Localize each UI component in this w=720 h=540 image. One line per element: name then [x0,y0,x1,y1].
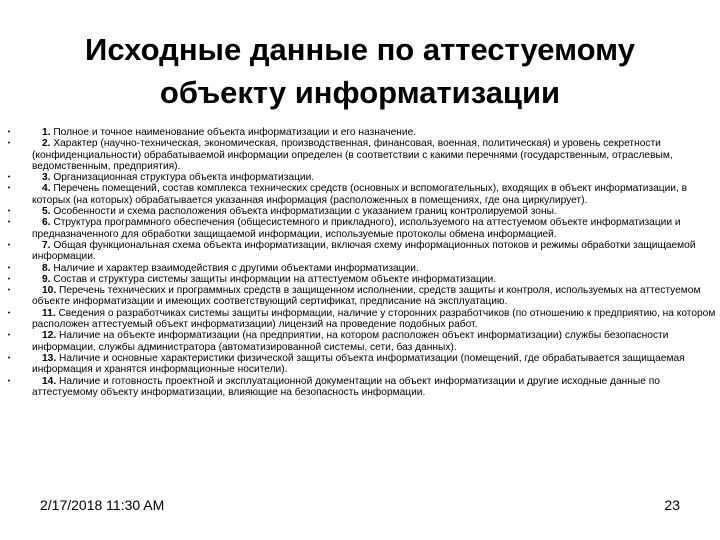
list-item [4,240,716,263]
item-number: 4. [42,183,51,195]
list-item [4,217,716,240]
item-text: Сведения о разработчиках системы защиты информации, наличие у сторонних разработчиков (по отношению к предприятию, на котором расположен аттестуемый объект информатизации) лицензий на проведение подобных работ. [32,307,716,331]
item-number: 12. [42,330,57,342]
item-number: 11. [42,307,56,319]
item-text: Состав и структура системы защиты информации на аттестуемом объекте информатизации. [53,273,497,285]
item-number: 1. [42,127,51,138]
item-text: Структура программного обеспечения (общесистемного и прикладного), используемого на аттестуемом объекте информатизации и предназначенного для обработки защищаемой информации, используемые протоколы обмена информацией. [32,217,681,240]
list-item [4,263,716,274]
item-text: Перечень технических и программных средств в защищенном исполнении, средств защиты и контроля, используемых на аттестуемом объекте информатизации и имеющих соответствующий сертификат, предписание на эксплуатацию. [32,285,701,308]
item-text: Наличие на объекте информатизации (на предприятии, на котором расположен объект информатизации) службы безопасности информации, службы администратора (автоматизированной системы, сети, баз данных). [32,330,669,353]
list-item [4,330,716,353]
item-text: Характер (научно-техническая, экономическая, производственная, финансовая, военная, политическая) и уровень секретности (конфиденциальности) обрабатываемой информации определен (в соответствии с какими перечнями (государственным, отраслевым, ведомственным, предприятия). [32,138,673,172]
item-number: 3. [42,172,51,184]
item-text: Наличие и основные характеристики физической защиты объекта информатизации (помещений, где обрабатывается защищаемая информация и хранятся информационные носители). [32,352,685,376]
footer-date: 2/17/2018 11:30 AM [40,497,165,513]
bullet-icon: • [7,129,11,136]
bullet-icon: • [7,241,11,249]
list-item [4,172,716,183]
item-number: 7. [42,239,51,251]
item-text: Наличие и характер взаимодействия с другими объектами информатизации. [53,262,419,274]
item-text: Наличие и готовность проектной и эксплуатационной документации на объект информатизации и другие исходные данные по аттестуемому объекту информатизации, влияющие на безопасность информации. [32,375,660,398]
title-line-1: Исходные данные по аттестуемому [85,32,635,67]
item-number: 13. [42,352,57,364]
page-number: 23 [664,497,680,513]
item-text: Полное и точное наименование объекта информатизации и его назначение. [53,127,417,138]
list-item [4,353,716,376]
item-number: 2. [42,138,51,150]
title-line-2: объекту информатизации [159,75,561,110]
item-number: 6. [42,217,51,229]
item-number: 8. [42,262,51,274]
requirements-list [4,127,716,398]
item-text: Организационная структура объекта информатизации. [53,172,315,184]
bullet-icon: • [7,275,11,283]
bullet-icon: • [7,287,11,295]
item-number: 10. [42,285,57,297]
list-item [4,308,716,331]
item-number: 9. [42,273,51,285]
item-number: 14. [42,375,57,387]
bullet-icon: • [7,174,11,182]
item-text: Общая функциональная схема объекта информатизации, включая схему информационных потоков и режимы обработки защищаемой информации. [32,239,696,263]
bullet-icon: • [7,208,11,216]
bullet-icon: • [7,185,11,193]
bullet-icon: • [7,219,11,227]
list-item [4,206,716,217]
bullet-icon: • [7,140,11,148]
list-item [4,138,716,172]
item-text: Особенности и схема расположения объекта информатизации с указанием границ контролируемой зоны. [53,206,557,218]
list-item [4,274,716,285]
bullet-icon: • [7,264,11,272]
item-number: 5. [42,206,51,218]
item-text: Перечень помещений, состав комплекса технических средств (основных и вспомогательных), входящих в объект информатизации, в которых (на которых) обрабатывается указанная информация (расположенных в помещениях, где она циркулирует). [32,183,688,206]
list-item [4,127,716,138]
list-item [4,285,716,308]
slide-title [40,28,680,114]
bullet-icon: • [7,309,11,317]
list-item [4,183,716,206]
list-item [4,376,716,399]
bullet-icon: • [7,377,11,385]
bullet-icon: • [7,354,11,362]
bullet-icon: • [7,332,11,340]
